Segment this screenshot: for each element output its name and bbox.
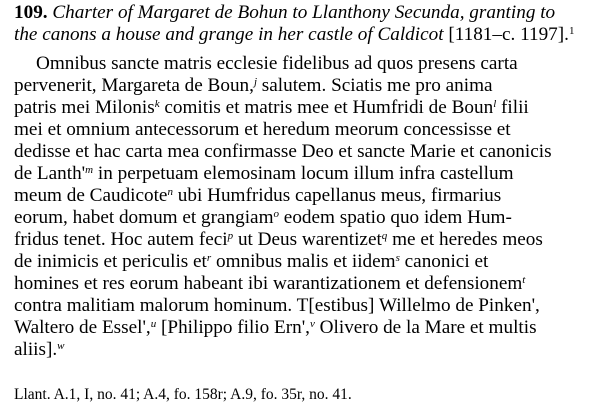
body-line: pervenerit, Margareta de Boun,$^j$ salutem. Sciatis me pro anima bbox=[14, 75, 493, 96]
charter-number: 109. bbox=[14, 2, 48, 23]
body-line: eorum, habet domum et grangiam$^o$ eodem spatio quo idem Hum- bbox=[14, 207, 512, 228]
body-line: fridus tenet. Hoc autem feci$^p$ ut Deus warentizet$^q$ me et heredes meos bbox=[14, 229, 543, 250]
body-line: mei et omnium antecessorum et heredum meorum concessisse et bbox=[14, 119, 511, 140]
footnote-marker: 1 bbox=[568, 24, 575, 37]
body-line: de $Lanth'^m$ in perpetuam elemosinam locum illum infra castellum bbox=[14, 163, 514, 184]
charter-title-part-2: the canons a house and grange in her castle of Caldicot bbox=[14, 24, 444, 45]
body-line: de inimicis et periculis $et^r$ omnibus malis et iidem$^s$ canonici et bbox=[14, 251, 489, 272]
body-line: aliis].$^w$ bbox=[14, 339, 65, 360]
body-line: Omnibus sancte matris ecclesie fidelibus ad quos presens carta bbox=[36, 53, 518, 74]
charter-date: [1181–c. 1197]. bbox=[448, 24, 569, 45]
body-line: dedisse et hac carta mea confirmasse Deo et sancte Marie et canonicis bbox=[14, 141, 552, 162]
body-line: meum de Caudicote$^n$ ubi Humfridus capellanus meus, firmarius bbox=[14, 185, 502, 206]
body-line: homines et res eorum habeant ibi warantizationem et defensionem$^t$ bbox=[14, 273, 526, 294]
charter-heading-line-1 bbox=[14, 2, 555, 24]
charter-title-part-1: Charter of Margaret de Bohun to Llanthony Secunda, granting to bbox=[52, 2, 556, 23]
body-line: patris mei Milonis$^k$ comitis et matris mee et Humfridi de Boun$^l$ filii bbox=[14, 97, 529, 118]
manuscript-reference: Llant. A.1, I, no. 41; A.4, fo. 158r; A.9, fo. 35r, no. 41. bbox=[14, 386, 352, 403]
body-line: contra malitiam malorum hominum. T[estibus] Willelmo de Pinken', bbox=[14, 295, 540, 316]
charter-heading-line-2 bbox=[14, 24, 574, 46]
body-line: Waltero de Essel',$^u$ [Philippo filio Ern',$^v$ Olivero de la Mare et multis bbox=[14, 317, 537, 338]
